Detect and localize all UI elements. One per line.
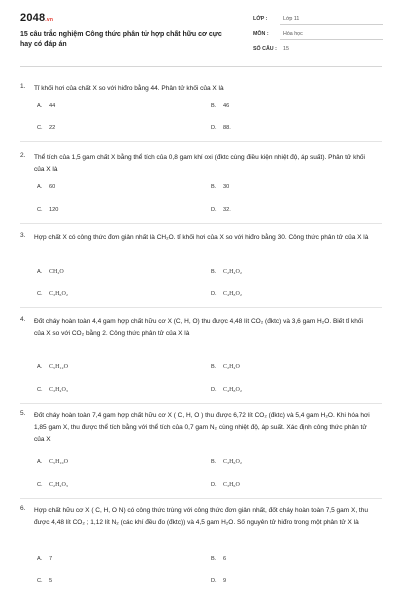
question-text: Đốt cháy hoàn toàn 7,4 gam hợp chất hữu cơ X ( C, H, O ) thu được 6,72 lít CO₂ (đktc) và 5,4 gam H₂O. Khi hóa hơi 1,85 gam X, thu được thể tích bằng với thể tích của 0,7 gam N₂ cùng nhiệt độ, áp suất. Xác định công thức phân tử của X	[34, 412, 370, 443]
option-a[interactable]: A. C₅H₁₂O	[37, 364, 68, 370]
option-d[interactable]: D. C₄H₈O₂	[211, 291, 242, 297]
meta-class-label: LỚP :	[253, 16, 268, 22]
option-d[interactable]: D. 88.	[211, 125, 231, 131]
question-divider	[20, 141, 382, 142]
option-c[interactable]: C. 22	[37, 125, 56, 131]
site-logo[interactable]: 2048.vn	[20, 12, 54, 24]
question-text: Hợp chất hữu cơ X ( C, H, O N) có công thức trùng với công thức đơn giản nhất, đốt cháy hoàn toàn 7,5 gam X, thu được 4,48 lít CO₂ ; 1,12 lít N₂ (các khí đều đo (đktc)) và 4,5 gam H₂O. Số nguyên tử hiđro trong một phân tử X là	[34, 507, 368, 526]
question-text: Thể tích của 1,5 gam chất X bằng thể tích của 0,8 gam khí oxi (đktc cùng điều kiện nhiệt độ, áp suất). Phân tử khối của X là	[34, 154, 365, 173]
option-d[interactable]: D. C₃H₆O	[211, 482, 240, 488]
question-number: 3.	[20, 232, 26, 239]
option-c[interactable]: C. C₃H₆O₂	[37, 291, 68, 297]
question-number: 2.	[20, 152, 26, 159]
question-number: 6.	[20, 505, 26, 512]
option-d[interactable]: D. 9	[211, 578, 227, 584]
option-b[interactable]: B. 30	[211, 184, 230, 190]
question-text: Đốt cháy hoàn toàn 4,4 gam hợp chất hữu cơ X (C, H, O) thu được 4,48 lít CO₂ (đktc) và 3,6 gam H₂O. Biết tỉ khối của X so với CO₂ bằng 2. Công thức phân tử của X là	[34, 318, 363, 337]
meta-count-label: SỐ CÂU :	[253, 46, 277, 52]
meta-subject-value: Hóa học	[283, 31, 303, 37]
option-a[interactable]: A. 44	[37, 103, 56, 109]
question-number: 5.	[20, 410, 26, 417]
meta-class-value: Lớp 11	[283, 16, 300, 22]
option-b[interactable]: B. C₂H₄O₂	[211, 269, 242, 275]
question-text: Hợp chất X có công thức đơn giản nhất là CH₂O. tỉ khối hơi của X so với hiđro bằng 30. Công thức phân tử của X là	[34, 234, 369, 241]
meta-subject-label: MÔN :	[253, 31, 269, 37]
option-a[interactable]: A. 7	[37, 556, 53, 562]
header-divider	[20, 66, 382, 67]
option-a[interactable]: A. 60	[37, 184, 56, 190]
question-divider	[20, 223, 382, 224]
option-a[interactable]: A. CH₂O	[37, 269, 64, 275]
option-c[interactable]: C. 120	[37, 207, 59, 213]
option-b[interactable]: B. C₂H₄O	[211, 364, 240, 370]
divider	[280, 39, 383, 40]
option-d[interactable]: D. 32.	[211, 207, 231, 213]
option-b[interactable]: B. 6	[211, 556, 227, 562]
option-b[interactable]: B. 46	[211, 103, 230, 109]
question-divider	[20, 403, 382, 404]
option-b[interactable]: B. C₃H₆O₂	[211, 459, 242, 465]
question-number: 4.	[20, 316, 26, 323]
question-text: Tỉ khối hơi của chất X so với hiđro bằng 44. Phân tử khối của X là	[34, 85, 224, 92]
option-a[interactable]: A. C₅H₁₀O	[37, 459, 68, 465]
document-title: 15 câu trắc nghiệm Công thức phân tử hợp chất hữu cơ cực hay có đáp án	[20, 31, 222, 48]
question-divider	[20, 307, 382, 308]
option-c[interactable]: C. 5	[37, 578, 53, 584]
question-divider	[20, 498, 382, 499]
header	[0, 0, 400, 66]
meta-count-value: 15	[283, 46, 289, 52]
divider	[280, 24, 383, 25]
option-d[interactable]: D. C₄H₈O₂	[211, 387, 242, 393]
option-c[interactable]: C. C₃H₄O₃	[37, 387, 68, 393]
option-c[interactable]: C. C₂H₂O₃	[37, 482, 68, 488]
question-number: 1.	[20, 83, 26, 90]
